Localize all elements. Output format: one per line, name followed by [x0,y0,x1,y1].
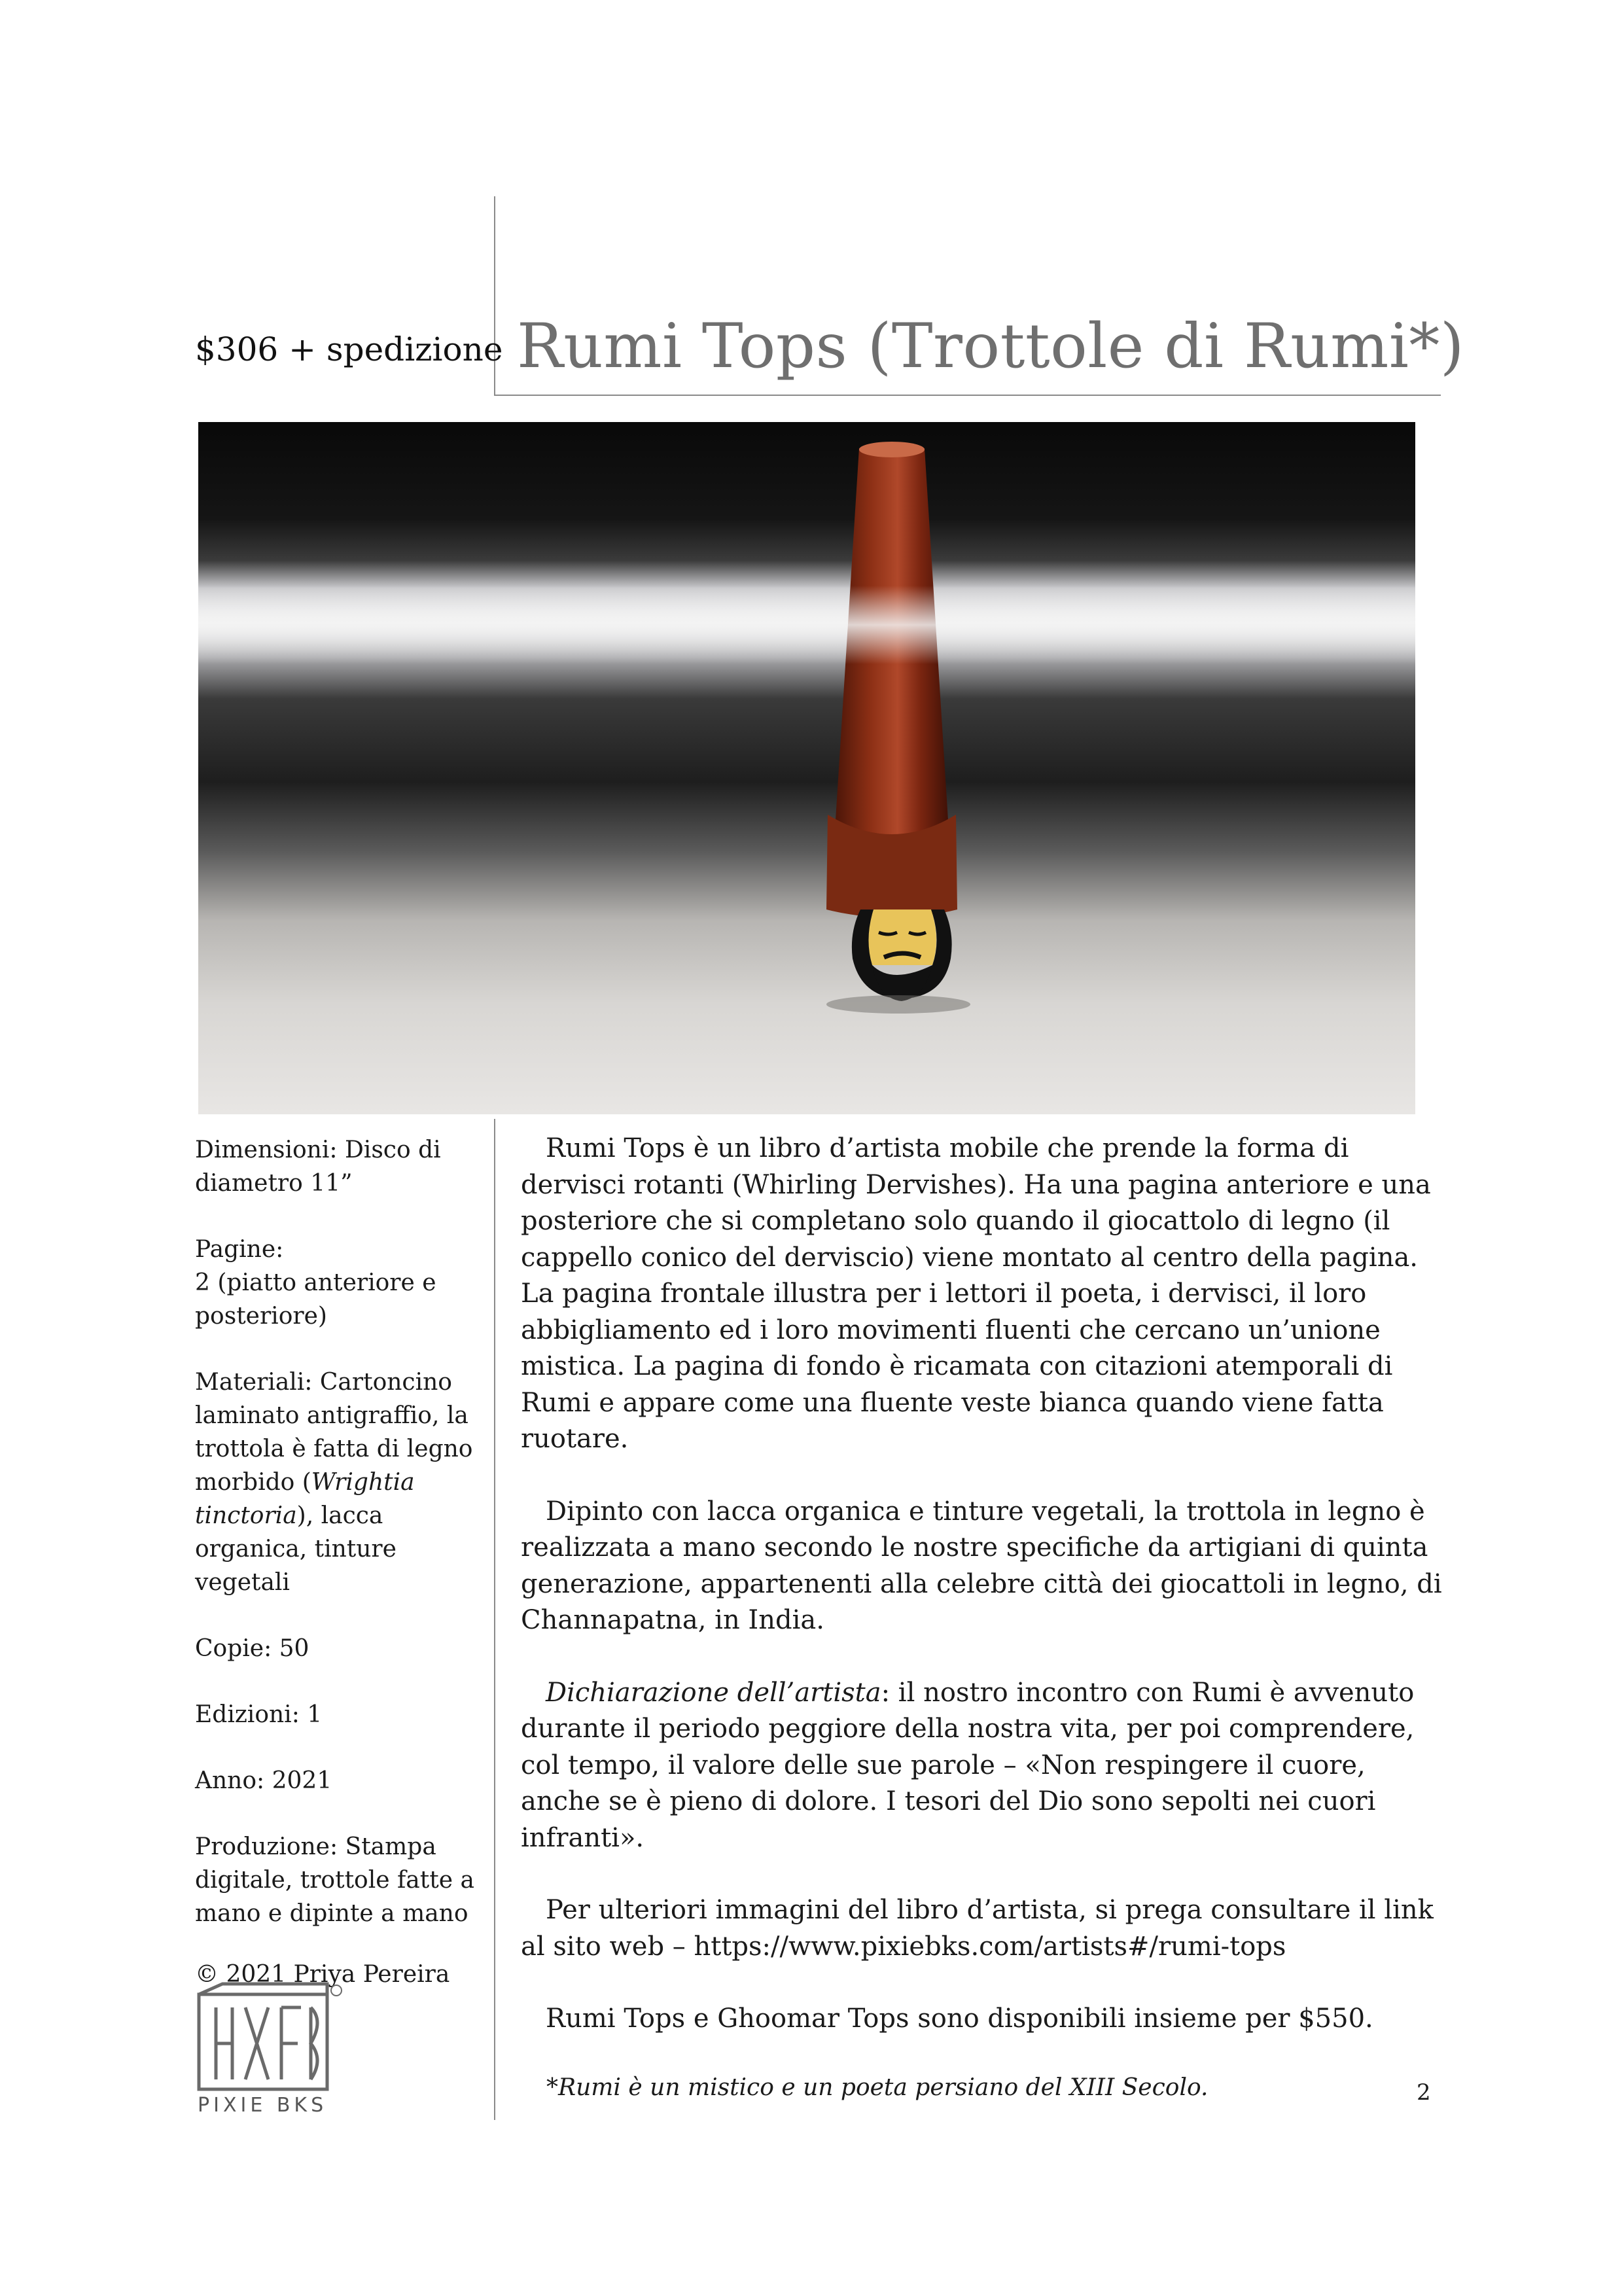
main-text [521,1131,1443,2074]
spec-production: Produzione: Stampa digitale, trottole fatte a mano e dipinte a mano [195,1833,474,1927]
column-divider [494,1119,495,2120]
specs-column [195,1133,483,2024]
spec-copies: Copie: 50 [195,1635,309,1662]
paragraph-artist-statement [521,1675,1443,1857]
copyright-notice: © 2021 Priya Pereira [195,1961,450,1988]
page-number: 2 [1417,2079,1431,2106]
spec-materials-species: Wrightia tinctoria [195,1469,415,1529]
spec-materials [195,1366,483,1599]
spec-editions: Edizioni: 1 [195,1701,323,1728]
spec-year: Anno: 2021 [195,1767,332,1794]
logo-text: PIXIE BKS [198,2094,328,2117]
spec-pages [195,1233,483,1333]
header-horizontal-rule [495,395,1441,396]
paragraph-bundle-offer: Rumi Tops e Ghoomar Tops sono disponibili insieme per $550. [546,2004,1373,2034]
footnote: *Rumi è un mistico e un poeta persiano del XIII Secolo. [546,2074,1209,2101]
artist-statement-text: : il nostro incontro con Rumi è avvenuto durante il periodo peggiore della nostra vita, per poi comprendere, col tempo, il valore delle sue parole – «Non respingere il cuore, anche se è pieno di dolore. I tesori del Dio sono sepolti nei cuori infranti». [521,1677,1415,1853]
dervish-spinning-top-photo-icon [198,422,1415,1114]
paragraph-craft: Dipinto con lacca organica e tinture vegetali, la trottola in legno è realizzata a mano secondo le nostre specifiche da artigiani di quinta generazione, appartenenti alla celebre città dei giocattoli in legno, di Channapatna, in India. [521,1496,1442,1635]
product-photo [198,422,1415,1114]
artist-statement-label: Dichiarazione dell’artista [546,1677,881,1708]
spec-materials-text-2: ), lacca organica, tinture vegetali [195,1502,397,1596]
spec-pages-value: 2 (piatto anteriore e posteriore) [195,1269,436,1330]
price-label: $306 + spedizione [195,330,503,368]
paragraph-website: Per ulteriori immagini del libro d’artista, si prega consultare il link al sito web – https://www.pixiebks.com/artists#/rumi-tops [521,1895,1434,1962]
page-title: Rumi Tops (Trottole di Rumi*) [517,311,1465,382]
paragraph-description: Rumi Tops è un libro d’artista mobile che prende la forma di dervisci rotanti (Whirling Dervishes). Ha una pagina anteriore e una posteriore che si completano solo quando il giocattolo di legno (il cappello conico del derviscio) viene montato al centro della pagina. La pagina frontale illustra per i lettori il poeta, i dervisci, il loro abbigliamento ed i loro movimenti fluenti che cercano un’unione mistica. La pagina di fondo è ricamata con citazioni atemporali di Rumi e appare come una fluente veste bianca quando viene fatta ruotare. [521,1133,1431,1454]
spec-pages-label: Pagine: [195,1236,284,1263]
spec-materials-text-1: Materiali: Cartoncino laminato antigraffio, la trottola è fatta di legno morbido ( [195,1369,473,1496]
spec-dimensions: Dimensioni: Disco di diametro 11” [195,1137,441,1197]
